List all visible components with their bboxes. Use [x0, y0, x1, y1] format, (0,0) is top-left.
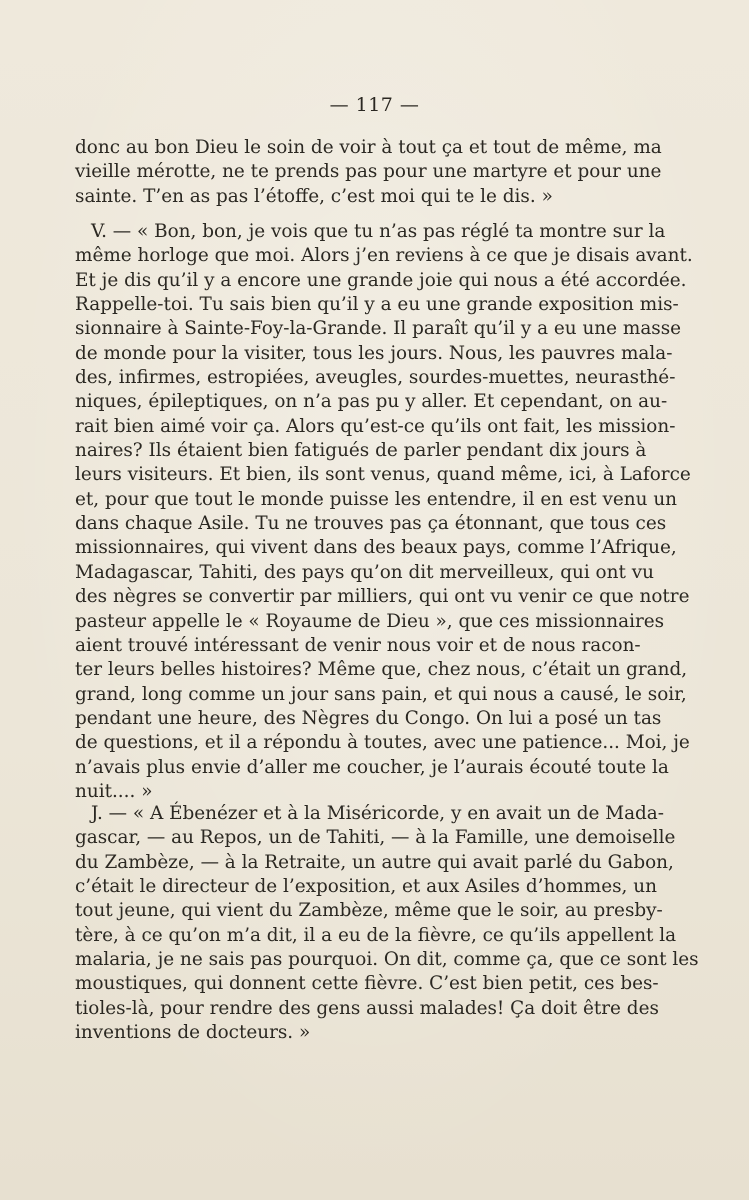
text-line: des, infirmes, estropiées, aveugles, sourdes-muettes, neurasthé-: [75, 367, 676, 389]
text-line: rait bien aimé voir ça. Alors qu’est-ce qu’ils ont fait, les mission-: [75, 415, 676, 437]
text-line: n’avais plus envie d’aller me coucher, je l’aurais écouté toute la: [75, 756, 669, 778]
paragraph-2: [75, 220, 693, 804]
text-line: dans chaque Asile. Tu ne trouves pas ça étonnant, que tous ces: [75, 513, 667, 535]
text-line: J. — « A Ébenézer et à la Miséricorde, y en avait un de Mada-: [91, 803, 664, 824]
text-line: vieille mérotte, ne te prends pas pour une martyre et pour une: [75, 161, 662, 183]
text-line: des nègres se convertir par milliers, qui ont vu venir ce que notre: [75, 586, 690, 608]
text-line: tout jeune, qui vient du Zambèze, même que le soir, au presby-: [75, 900, 663, 922]
text-line: malaria, je ne sais pas pourquoi. On dit, comme ça, que ce sont les: [75, 949, 699, 971]
text-line: Madagascar, Tahiti, des pays qu’on dit merveilleux, qui ont vu: [75, 561, 654, 583]
text-line: pasteur appelle le « Royaume de Dieu », que ces missionnaires: [75, 610, 665, 632]
text-line: tioles-là, pour rendre des gens aussi malades! Ça doit être des: [75, 997, 659, 1019]
text-line: Rappelle-toi. Tu sais bien qu’il y a eu une grande exposition mis-: [75, 294, 679, 316]
text-line: sainte. T’en as pas l’étoffe, c’est moi qui te le dis. »: [75, 185, 553, 207]
paragraph-3: [75, 802, 699, 1045]
text-line: Et je dis qu’il y a encore une grande joie qui nous a été accordée.: [75, 269, 687, 291]
text-line: du Zambèze, — à la Retraite, un autre qui avait parlé du Gabon,: [75, 851, 674, 873]
text-line: c’était le directeur de l’exposition, et aux Asiles d’hommes, un: [75, 876, 657, 898]
text-line: gascar, — au Repos, un de Tahiti, — à la Famille, une demoiselle: [75, 827, 676, 849]
text-line: pendant une heure, des Nègres du Congo. On lui a posé un tas: [75, 707, 662, 729]
text-line: de questions, et il a répondu à toutes, avec une patience... Moi, je: [75, 732, 690, 754]
text-line: tère, à ce qu’on m’a dit, il a eu de la fièvre, ce qu’ils appellent la: [75, 924, 677, 946]
text-line: et, pour que tout le monde puisse les entendre, il en est venu un: [75, 488, 678, 510]
text-line: V. — « Bon, bon, je vois que tu n’as pas réglé ta montre sur la: [91, 221, 666, 242]
page-number: — 117 —: [329, 94, 420, 116]
text-line: missionnaires, qui vivent dans des beaux pays, comme l’Afrique,: [75, 537, 677, 559]
text-line: même horloge que moi. Alors j’en reviens à ce que je disais avant.: [75, 245, 693, 267]
text-line: donc au bon Dieu le soin de voir à tout ça et tout de même, ma: [75, 137, 662, 158]
text-line: leurs visiteurs. Et bien, ils sont venus, quand même, ici, à Laforce: [75, 464, 691, 486]
text-line: moustiques, qui donnent cette fièvre. C’est bien petit, ces bes-: [75, 973, 659, 995]
text-line: inventions de docteurs. »: [75, 1022, 311, 1044]
text-line: grand, long comme un jour sans pain, et qui nous a causé, le soir,: [75, 683, 687, 705]
text-line: nuit.... »: [75, 780, 153, 802]
text-line: de monde pour la visiter, tous les jours. Nous, les pauvres mala-: [75, 342, 673, 364]
text-line: naires? Ils étaient bien fatigués de parler pendant dix jours à: [75, 440, 647, 462]
text-line: aient trouvé intéressant de venir nous voir et de nous racon-: [75, 634, 641, 656]
text-line: sionnaire à Sainte-Foy-la-Grande. Il paraît qu’il y a eu une masse: [75, 318, 682, 340]
text-line: ter leurs belles histoires? Même que, chez nous, c’était un grand,: [75, 659, 688, 681]
paragraph-1: [75, 136, 662, 209]
text-line: niques, épileptiques, on n’a pas pu y aller. Et cependant, on au-: [75, 391, 668, 413]
